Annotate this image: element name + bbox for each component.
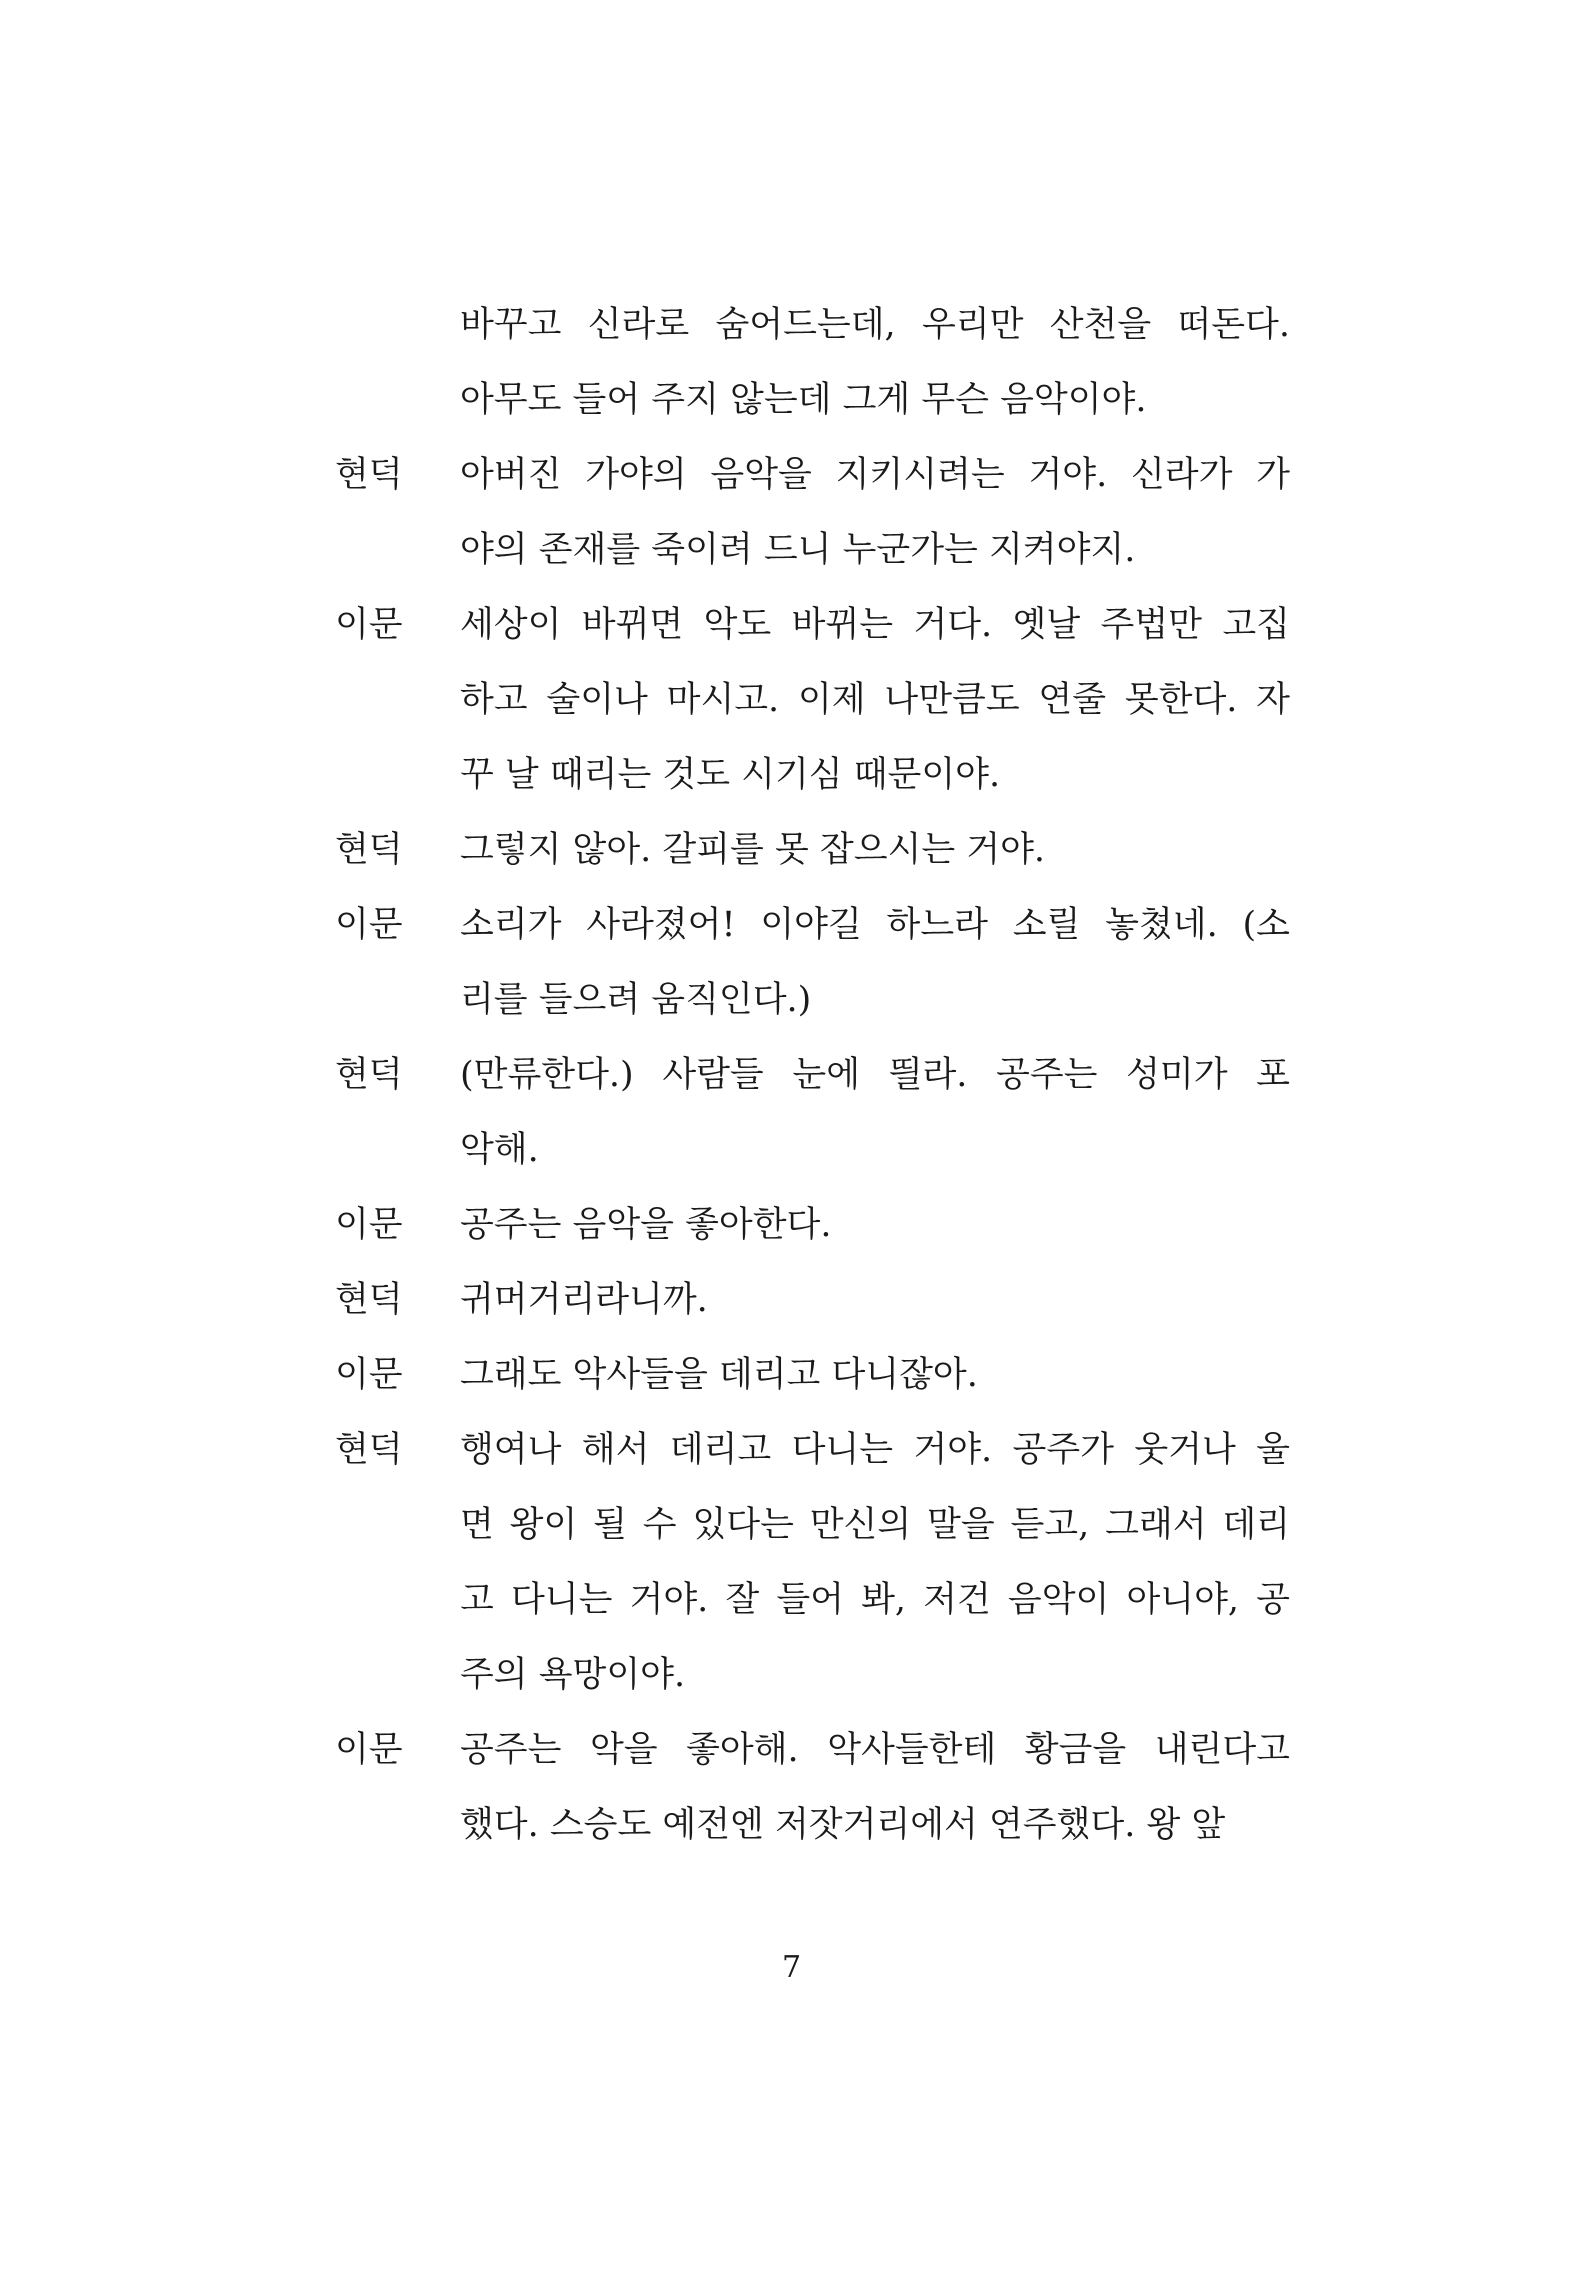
dialogue-line: 하고 술이나 마시고. 이제 나만큼도 연줄 못한다. 자 xyxy=(460,680,1290,720)
dialogue-line: 공주는 악을 좋아해. 악사들한테 황금을 내린다고 xyxy=(460,1730,1290,1770)
speaker-name: 현덕 xyxy=(335,455,403,495)
dialogue-entry xyxy=(335,1713,1295,1863)
speaker-name: 현덕 xyxy=(335,830,403,870)
dialogue-line: 꾸 날 때리는 것도 시기심 때문이야. xyxy=(460,755,1001,795)
dialogue-text xyxy=(460,1188,1290,1263)
speaker-name: 이문 xyxy=(335,1205,403,1245)
dialogue-entry xyxy=(335,1263,1295,1338)
dialogue-line: 바꾸고 신라로 숨어드는데, 우리만 산천을 떠돈다. xyxy=(460,305,1290,345)
dialogue-text xyxy=(460,1263,1290,1338)
dialogue-entry xyxy=(335,288,1295,438)
dialogue-line: 그래도 악사들을 데리고 다니잖아. xyxy=(460,1355,978,1395)
dialogue-entry xyxy=(335,813,1295,888)
dialogue-text xyxy=(460,288,1290,438)
dialogue-line: 야의 존재를 죽이려 드니 누군가는 지켜야지. xyxy=(460,530,1136,570)
dialogue-text xyxy=(460,588,1290,813)
dialogue-line: 주의 욕망이야. xyxy=(460,1655,686,1695)
dialogue-entry xyxy=(335,588,1295,813)
dialogue-entry xyxy=(335,438,1295,588)
speaker-name: 이문 xyxy=(335,905,403,945)
speaker-name: 현덕 xyxy=(335,1280,403,1320)
dialogue-line: 귀머거리라니까. xyxy=(460,1280,708,1320)
speaker-name: 현덕 xyxy=(335,1055,403,1095)
dialogue-entry xyxy=(335,1413,1295,1713)
dialogue-text xyxy=(460,1038,1290,1188)
dialogue-text xyxy=(460,1713,1290,1863)
dialogue-line: 그렇지 않아. 갈피를 못 잡으시는 거야. xyxy=(460,830,1046,870)
dialogue-line: 소리가 사라졌어! 이야길 하느라 소릴 놓쳤네. (소 xyxy=(460,905,1290,945)
dialogue-text xyxy=(460,1338,1290,1413)
dialogue-line: 행여나 해서 데리고 다니는 거야. 공주가 웃거나 울 xyxy=(460,1430,1290,1470)
dialogue-text xyxy=(460,438,1290,588)
dialogue-line: 면 왕이 될 수 있다는 만신의 말을 듣고, 그래서 데리 xyxy=(460,1505,1290,1545)
dialogue-text xyxy=(460,813,1290,888)
dialogue-entry xyxy=(335,1188,1295,1263)
dialogue-line: 했다. 스승도 예전엔 저잣거리에서 연주했다. 왕 앞 xyxy=(460,1805,1226,1845)
dialogue-line: 고 다니는 거야. 잘 들어 봐, 저건 음악이 아니야, 공 xyxy=(460,1580,1290,1620)
page-number: 7 xyxy=(781,1950,802,1985)
dialogue-line: 리를 들으려 움직인다.) xyxy=(460,980,812,1020)
dialogue-line: 아무도 들어 주지 않는데 그게 무슨 음악이야. xyxy=(460,380,1147,420)
speaker-name: 이문 xyxy=(335,1730,403,1770)
speaker-name: 현덕 xyxy=(335,1430,403,1470)
dialogue-text xyxy=(460,1413,1290,1713)
dialogue-line: 세상이 바뀌면 악도 바뀌는 거다. 옛날 주법만 고집 xyxy=(460,605,1290,645)
dialogue-entry xyxy=(335,1038,1295,1188)
dialogue-line: 악해. xyxy=(460,1130,539,1170)
speaker-name: 이문 xyxy=(335,1355,403,1395)
speaker-name: 이문 xyxy=(335,605,403,645)
dialogue-line: 아버진 가야의 음악을 지키시려는 거야. 신라가 가 xyxy=(460,455,1290,495)
dialogue-list xyxy=(335,288,1295,1863)
dialogue-line: 공주는 음악을 좋아한다. xyxy=(460,1205,832,1245)
dialogue-line: (만류한다.) 사람들 눈에 띌라. 공주는 성미가 포 xyxy=(460,1055,1290,1095)
dialogue-entry xyxy=(335,888,1295,1038)
dialogue-entry xyxy=(335,1338,1295,1413)
dialogue-text xyxy=(460,888,1290,1038)
